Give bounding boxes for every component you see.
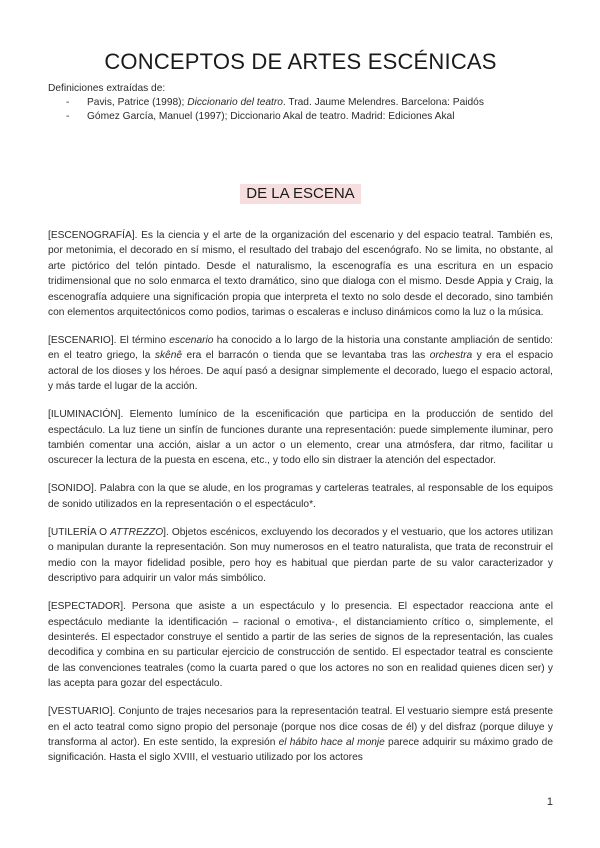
source-text-rest: . Trad. Jaume Melendres. Barcelona: Paidós: [282, 97, 484, 108]
entry-text: ha conocido a lo largo de la historia una constante ampliación de sentido: en el teatro griego, la: [48, 335, 553, 362]
document-title: CONCEPTOS DE ARTES ESCÉNICAS: [104, 49, 497, 74]
entry-text: [ESCENARIO]. El término: [48, 335, 170, 347]
entry-text: ]. Objetos escénicos, excluyendo los decorados y el vestuario, que los actores utilizan o manipulan durante la representación. Son muy numerosos en el teatro naturalista, que trata de reconstruir el medio con la mayor fidelidad posible, pero hoy es habitual que pierdan parte de su valor caracterizador y descriptivo para adquirir un valor más simbólico.: [48, 526, 553, 585]
source-item: [48, 110, 553, 124]
entry-text: [ILUMINACIÓN]. Elemento lumínico de la escenificación que participa en la producción de sentido del espectáculo. La luz tiene un sinfín de funciones durante una representación: puede simplemente iluminar, pero también comentar una acción, aislar a un actor o un elemento, crear una atmósfera, dar ritmo, facilitar u oscurecer la lectura de la puesta en escena, etc., y todo ello sin distraer la atención del espectador.: [48, 409, 553, 467]
sources-list: [48, 96, 553, 124]
source-title-italic: Diccionario del teatro: [187, 97, 283, 108]
entry-iluminacion: [48, 407, 553, 469]
entry-text: [ESPECTADOR]. Persona que asiste a un espectáculo y lo presencia. El espectador reacciona ante el espectáculo mediante la identificación – racional o emotiva-, el distanciamiento crítico o, simplemente, el desinterés. El espectador construye el sentido a partir de las series de signos de la representación, las cuales decodifica y combina en su particular ejercicio de construcción de sentido. El espectador teatral es consciente de las convenciones teatrales (como la cuarta pared o que los actores no son en realidad quienes dicen ser) y las acepta para gozar del espectáculo.: [48, 601, 553, 690]
section-heading: DE LA ESCENA: [240, 184, 360, 204]
entry-italic: ATTREZZO: [110, 526, 164, 538]
entry-escenografia: [48, 228, 553, 320]
entry-text: y era el espacio actoral de los dioses y los héroes. De aquí pasó a designar simplemente el decorado, luego el espacio actoral, y más tarde el lugar de la acción.: [48, 350, 554, 393]
entry-sonido: [48, 481, 553, 512]
entry-utileria: [48, 525, 553, 587]
section-heading-wrap: [48, 184, 553, 204]
entry-italic: el hábito hace al monje: [278, 736, 385, 748]
entry-text: [ESCENOGRAFÍA]. Es la ciencia y el arte de la organización del escenario y del espacio teatral. También es, por metonimia, el decorado en sí mismo, el resultado del trabajo del escenógrafo. No se limita, no obstante, al arte pictórico del telón pintado. Desde el naturalismo, la escenografía es una escritura en un espacio tridimensional que no solo enmarca el texto dramático, sino que dialoga con el mismo. Desde Appia y Craig, la escenografía adquiere una significación propia que interpreta el texto no solo desde el decorado, sino también con elementos arquitectónicos como podios, tarimas o escaleras e incluso dinámicos como la luz o la música.: [48, 230, 553, 319]
entry-escenario: [48, 333, 553, 395]
entry-text: parece adquirir su máximo grado de significación. Hasta el siglo XVIII, el vestuario utilizado por los actores: [48, 736, 553, 764]
entry-text: era el barracón o tienda que se levantaba tras las: [182, 350, 430, 362]
entry-text: [UTILERÍA O: [48, 526, 111, 538]
list-dash: -: [66, 97, 70, 108]
source-text: Gómez García, Manuel (1997); Diccionario Akal de teatro. Madrid: Ediciones Akal: [87, 111, 455, 122]
entry-italic: skênê: [154, 350, 183, 362]
list-dash: -: [66, 111, 70, 122]
source-item: [48, 96, 553, 110]
sources-intro: Definiciones extraídas de:: [48, 83, 166, 94]
entry-italic: escenario: [169, 335, 214, 347]
document-page: [48, 0, 553, 848]
entry-espectador: [48, 599, 553, 691]
entry-text: [VESTUARIO]. Conjunto de trajes necesarios para la representación teatral. El vestuario siempre está presente en el acto teatral como signo propio del personaje (porque nos dice cosas de él) y del disfraz (porque diluye y transforma al actor). En este sentido, la expresión: [48, 706, 553, 748]
sources-block: [48, 82, 553, 124]
entries: [48, 228, 553, 778]
source-text: Pavis, Patrice (1998);: [87, 97, 188, 108]
entry-vestuario: [48, 704, 553, 766]
entry-italic: orchestra: [429, 350, 473, 362]
entry-text: [SONIDO]. Palabra con la que se alude, en los programas y carteleras teatrales, al responsable de los equipos de sonido utilizados en la representación o el espectáculo*.: [48, 483, 553, 510]
page-number: 1: [546, 796, 553, 808]
